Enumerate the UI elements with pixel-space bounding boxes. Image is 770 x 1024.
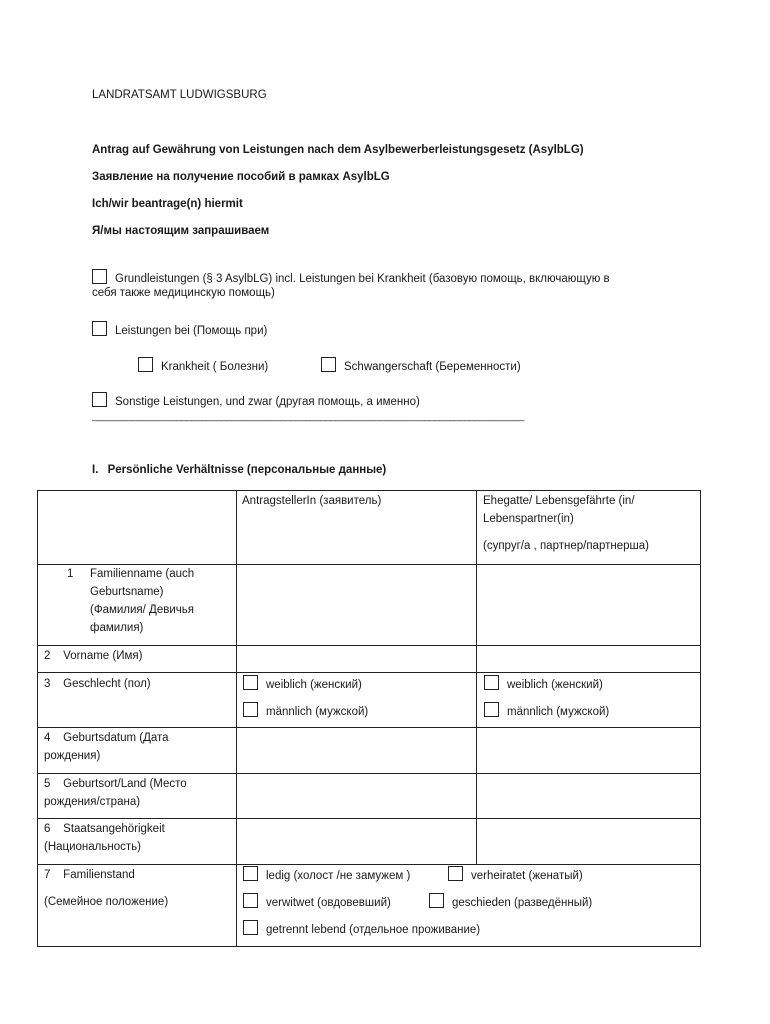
applicant-first-name-field[interactable] (238, 647, 474, 671)
partner-male-label: männlich (мужской) (507, 706, 610, 718)
marital-verwitwet (243, 893, 391, 912)
partner-nationality-field[interactable] (478, 820, 698, 863)
getrennt-checkbox[interactable] (243, 920, 258, 935)
option-sonstige (92, 392, 420, 408)
row1-label-line3: (Фамилия/ Девичья (90, 604, 194, 616)
section-number: I. (92, 464, 99, 476)
partner-gender-female (484, 675, 603, 694)
schwangerschaft-checkbox[interactable] (321, 357, 336, 372)
row6-label-line1: 6 Staatsangehörigkeit (44, 823, 165, 835)
row3-label: 3 Geschlecht (пол) (44, 678, 151, 690)
partner-female-label: weiblich (женский) (507, 679, 603, 691)
geschieden-label: geschieden (разведённый) (452, 897, 593, 909)
grundleistungen-checkbox[interactable] (92, 269, 107, 284)
ledig-label: ledig (холост /не замужем ) (266, 870, 411, 882)
partner-birthdate-field[interactable] (478, 729, 698, 772)
applicant-gender-female (243, 675, 362, 694)
row1-label-line4: фамилия) (90, 622, 144, 634)
applicant-gender-male (243, 702, 368, 721)
applicant-male-checkbox[interactable] (243, 702, 258, 717)
getrennt-label: getrennt lebend (отдельное проживание) (266, 924, 481, 936)
row6-label-line2: (Национальность) (44, 841, 141, 853)
applicant-female-label: weiblich (женский) (266, 679, 362, 691)
partner-first-name-field[interactable] (478, 647, 698, 671)
ledig-checkbox[interactable] (243, 866, 258, 881)
marital-getrennt (243, 920, 480, 939)
column-header-partner-line1: Ehegatte/ Lebensgefährte (in/ (483, 495, 635, 507)
row1-label-line2: Geburtsname) (90, 586, 164, 598)
leistungen-bei-label: Leistungen bei (Помощь при) (115, 325, 268, 337)
grundleistungen-label-continued: себя также медицинскую помощь) (92, 287, 275, 299)
sonstige-checkbox[interactable] (92, 392, 107, 407)
column-header-applicant: AntragstellerIn (заявитель) (242, 495, 382, 507)
grundleistungen-label: Grundleistungen (§ 3 AsylbLG) incl. Leistungen bei Krankheit (базовую помощь, включающую в (115, 273, 610, 285)
option-krankheit (138, 357, 268, 373)
request-de: Ich/wir beantrage(n) hiermit (92, 198, 243, 210)
partner-male-checkbox[interactable] (484, 702, 499, 717)
row1-label-line1: Familienname (auch (90, 568, 195, 580)
form-title-de: Antrag auf Gewährung von Leistungen nach dem Asylbewerberleistungsgesetz (AsylbLG) (92, 144, 584, 156)
option-leistungen-bei (92, 321, 267, 337)
schwangerschaft-label: Schwangerschaft (Беременности) (344, 361, 521, 373)
form-title-ru: Заявление на получение пособий в рамках AsylbLG (92, 171, 390, 183)
option-schwangerschaft (321, 357, 521, 373)
section-heading (92, 464, 386, 476)
marital-ledig (243, 866, 410, 885)
section-title: Persönliche Verhältnisse (персональные данные) (107, 464, 387, 476)
row7-label-line1: 7 Familienstand (44, 869, 135, 881)
applicant-female-checkbox[interactable] (243, 675, 258, 690)
verheiratet-label: verheiratet (женатый) (471, 870, 583, 882)
row7-label-line2: (Семейное положение) (44, 896, 169, 908)
column-header-partner-line2: Lebenspartner(in) (483, 513, 574, 525)
krankheit-checkbox[interactable] (138, 357, 153, 372)
column-header-partner-line3: (супруг/а , партнер/партнерша) (483, 540, 649, 552)
row4-label-line1: 4 Geburtsdatum (Дата (44, 732, 169, 744)
leistungen-bei-checkbox[interactable] (92, 321, 107, 336)
partner-female-checkbox[interactable] (484, 675, 499, 690)
applicant-birthplace-field[interactable] (238, 775, 474, 817)
applicant-family-name-field[interactable] (238, 566, 474, 644)
partner-family-name-field[interactable] (478, 566, 698, 644)
applicant-male-label: männlich (мужской) (266, 706, 369, 718)
option-grundleistungen (92, 269, 610, 285)
geschieden-checkbox[interactable] (429, 893, 444, 908)
authority-name: LANDRATSAMT LUDWIGSBURG (92, 89, 267, 101)
krankheit-label: Krankheit ( Болезни) (161, 361, 269, 373)
row2-label: 2 Vorname (Имя) (44, 650, 143, 662)
row1-number: 1 (67, 568, 74, 580)
row4-label-line2: рождения) (44, 750, 101, 762)
marital-verheiratet (448, 866, 583, 885)
sonstige-underline[interactable]: _______________________________________________________________________________________ (92, 411, 524, 422)
partner-birthplace-field[interactable] (478, 775, 698, 817)
partner-gender-male (484, 702, 609, 721)
sonstige-label: Sonstige Leistungen, und zwar (другая помощь, а именно) (115, 396, 420, 408)
verwitwet-label: verwitwet (овдовевший) (266, 897, 391, 909)
row5-label-line1: 5 Geburtsort/Land (Место (44, 778, 187, 790)
verwitwet-checkbox[interactable] (243, 893, 258, 908)
row5-label-line2: рождения/страна) (44, 796, 141, 808)
applicant-birthdate-field[interactable] (238, 729, 474, 772)
verheiratet-checkbox[interactable] (448, 866, 463, 881)
applicant-nationality-field[interactable] (238, 820, 474, 863)
marital-geschieden (429, 893, 592, 912)
request-ru: Я/мы настоящим запрашиваем (92, 225, 270, 237)
